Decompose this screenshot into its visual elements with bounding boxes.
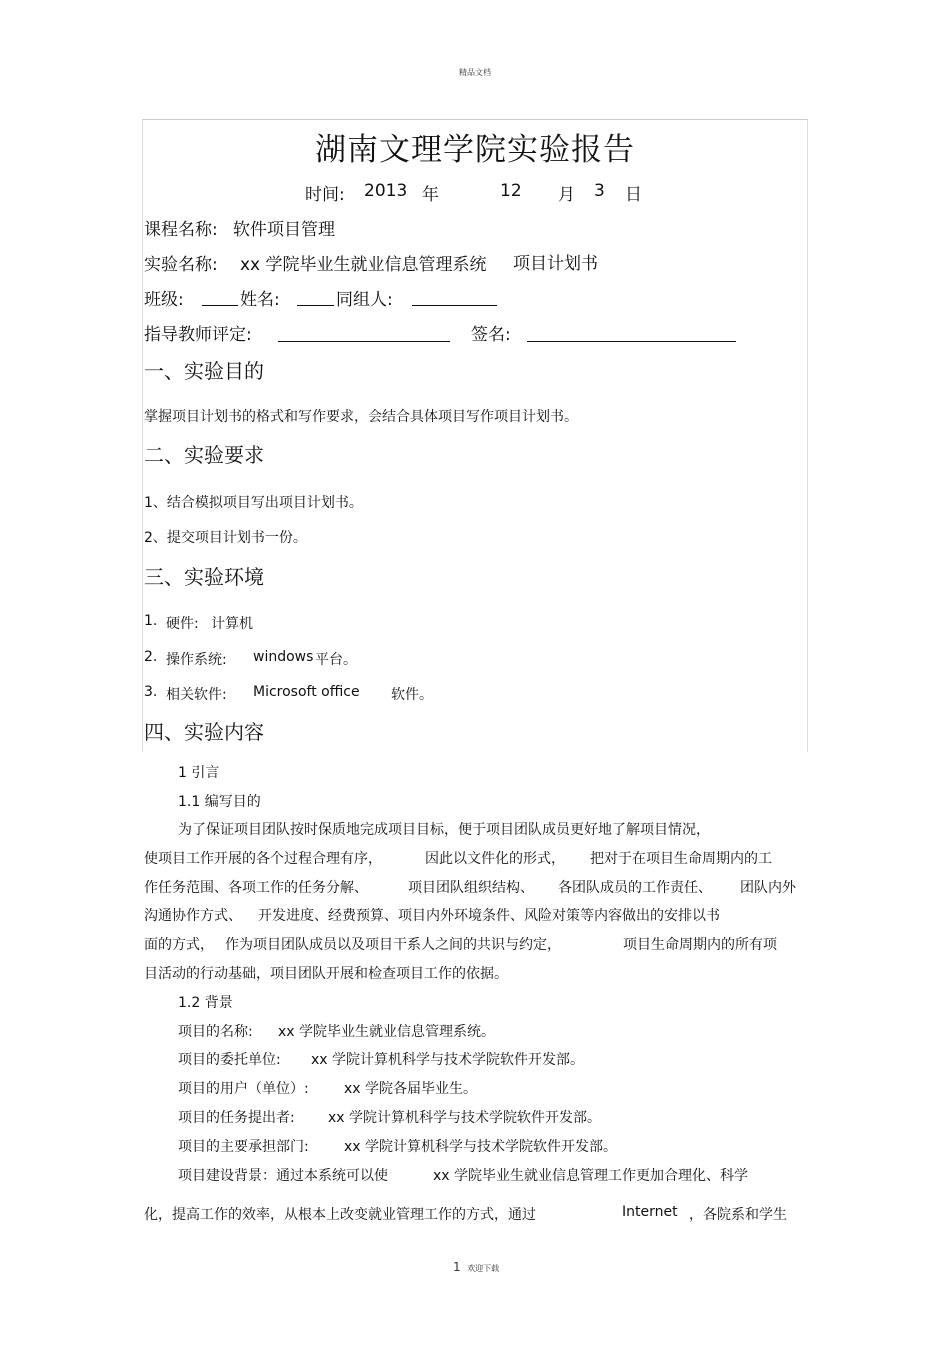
section-2-heading: 二、实验要求 xyxy=(144,443,264,467)
section-2-item: 1、结合模拟项目写出项目计划书。 xyxy=(144,495,363,511)
section-1-text: 掌握项目计划书的格式和写作要求，会结合具体项目写作项目计划书。 xyxy=(144,409,578,425)
report-title: 湖南文理学院实验报告 xyxy=(315,132,635,168)
page-header: 精品文档 xyxy=(459,68,491,77)
purpose-line: 项目团队组织结构、 xyxy=(408,880,534,896)
env-item-value: windows xyxy=(253,649,314,665)
class-label: 班级: xyxy=(144,290,184,310)
section-1-heading: 一、实验目的 xyxy=(144,359,264,383)
partner-label: 同组人: xyxy=(336,290,393,310)
background-heading: 1.2 背景 xyxy=(178,995,233,1011)
env-item-num: 1. xyxy=(144,613,158,629)
date-year-unit: 年 xyxy=(422,185,439,205)
date-year: 2013 xyxy=(364,181,408,201)
background-label: 项目建设背景：通过本系统可以使 xyxy=(178,1168,388,1184)
purpose-line: 各团队成员的工作责任、 xyxy=(558,880,712,896)
purpose-line: 因此以文件化的形式， xyxy=(425,851,565,867)
env-item-label: 操作系统: xyxy=(166,652,227,668)
sign-label: 签名: xyxy=(471,325,511,345)
date-day-unit: 日 xyxy=(625,185,642,205)
section-4-heading: 四、实验内容 xyxy=(144,720,264,744)
background-value: xx 学院毕业生就业信息管理工作更加合理化、科学 xyxy=(433,1168,749,1184)
env-item-num: 3. xyxy=(144,684,158,700)
evaluation-blank xyxy=(278,340,450,342)
experiment-label: 实验名称: xyxy=(144,255,218,275)
section-2-item: 2、提交项目计划书一份。 xyxy=(144,530,307,546)
background-label: 项目的主要承担部门: xyxy=(178,1139,309,1155)
report-frame xyxy=(142,119,808,752)
background-value: xx 学院各届毕业生。 xyxy=(344,1081,478,1097)
class-blank xyxy=(202,304,238,306)
footer-text: 欢迎下载 xyxy=(467,1264,500,1273)
sign-blank xyxy=(527,340,736,342)
background-label: 项目的用户（单位）: xyxy=(178,1081,309,1097)
last-line-c: ，各院系和学生 xyxy=(689,1207,787,1223)
date-day: 3 xyxy=(594,181,605,201)
purpose-line: 作任务范围、各项工作的任务分解、 xyxy=(144,880,368,896)
background-label: 项目的任务提出者: xyxy=(178,1110,295,1126)
page-footer xyxy=(453,1260,499,1274)
evaluation-label: 指导教师评定: xyxy=(144,325,252,345)
name-label: 姓名: xyxy=(240,290,280,310)
purpose-line: 团队内外 xyxy=(740,880,796,896)
date-month: 12 xyxy=(500,181,522,201)
purpose-line: 开发进度、经费预算、项目内外环境条件、风险对策等内容做出的安排以书 xyxy=(258,908,720,924)
date-month-unit: 月 xyxy=(558,185,575,205)
background-value: xx 学院毕业生就业信息管理系统。 xyxy=(278,1024,496,1040)
intro-heading: 1 引言 xyxy=(178,765,220,781)
purpose-line: 把对于在项目生命周期内的工 xyxy=(590,851,772,867)
purpose-line: 项目生命周期内的所有项 xyxy=(623,937,777,953)
experiment-value: xx 学院毕业生就业信息管理系统 xyxy=(240,255,487,275)
env-item-label: 硬件: xyxy=(166,616,199,632)
env-item-value: Microsoft office xyxy=(253,684,360,700)
name-blank xyxy=(297,304,334,306)
env-item-num: 2. xyxy=(144,649,158,665)
purpose-line: 目活动的行动基础，项目团队开展和检查项目工作的依据。 xyxy=(144,966,508,982)
purpose-line: 面的方式， xyxy=(144,937,214,953)
env-item-value: 计算机 xyxy=(211,616,253,632)
section-3-heading: 三、实验环境 xyxy=(144,565,264,589)
course-value: 软件项目管理 xyxy=(233,220,335,240)
purpose-line: 使项目工作开展的各个过程合理有序， xyxy=(144,851,382,867)
env-item-suffix: 平台。 xyxy=(315,652,357,668)
background-value: xx 学院计算机科学与技术学院软件开发部。 xyxy=(311,1052,585,1068)
background-label: 项目的委托单位: xyxy=(178,1052,281,1068)
last-line-b: Internet xyxy=(622,1204,678,1220)
experiment-suffix: 项目计划书 xyxy=(513,254,598,274)
env-item-label: 相关软件: xyxy=(166,687,227,703)
purpose-line: 为了保证项目团队按时保质地完成项目目标，便于项目团队成员更好地了解项目情况， xyxy=(178,822,710,838)
course-label: 课程名称: xyxy=(144,220,218,240)
partner-blank xyxy=(412,304,497,306)
date-label: 时间: xyxy=(305,185,345,205)
last-line-a: 化，提高工作的效率，从根本上改变就业管理工作的方式，通过 xyxy=(144,1207,536,1223)
background-value: xx 学院计算机科学与技术学院软件开发部。 xyxy=(328,1110,602,1126)
background-label: 项目的名称: xyxy=(178,1024,253,1040)
purpose-heading: 1.1 编写目的 xyxy=(178,794,261,810)
env-item-suffix: 软件。 xyxy=(391,687,433,703)
background-value: xx 学院计算机科学与技术学院软件开发部。 xyxy=(344,1139,618,1155)
purpose-line: 沟通协作方式、 xyxy=(144,908,242,924)
purpose-line: 作为项目团队成员以及项目干系人之间的共识与约定， xyxy=(225,937,561,953)
page-number: 1 xyxy=(453,1260,461,1274)
